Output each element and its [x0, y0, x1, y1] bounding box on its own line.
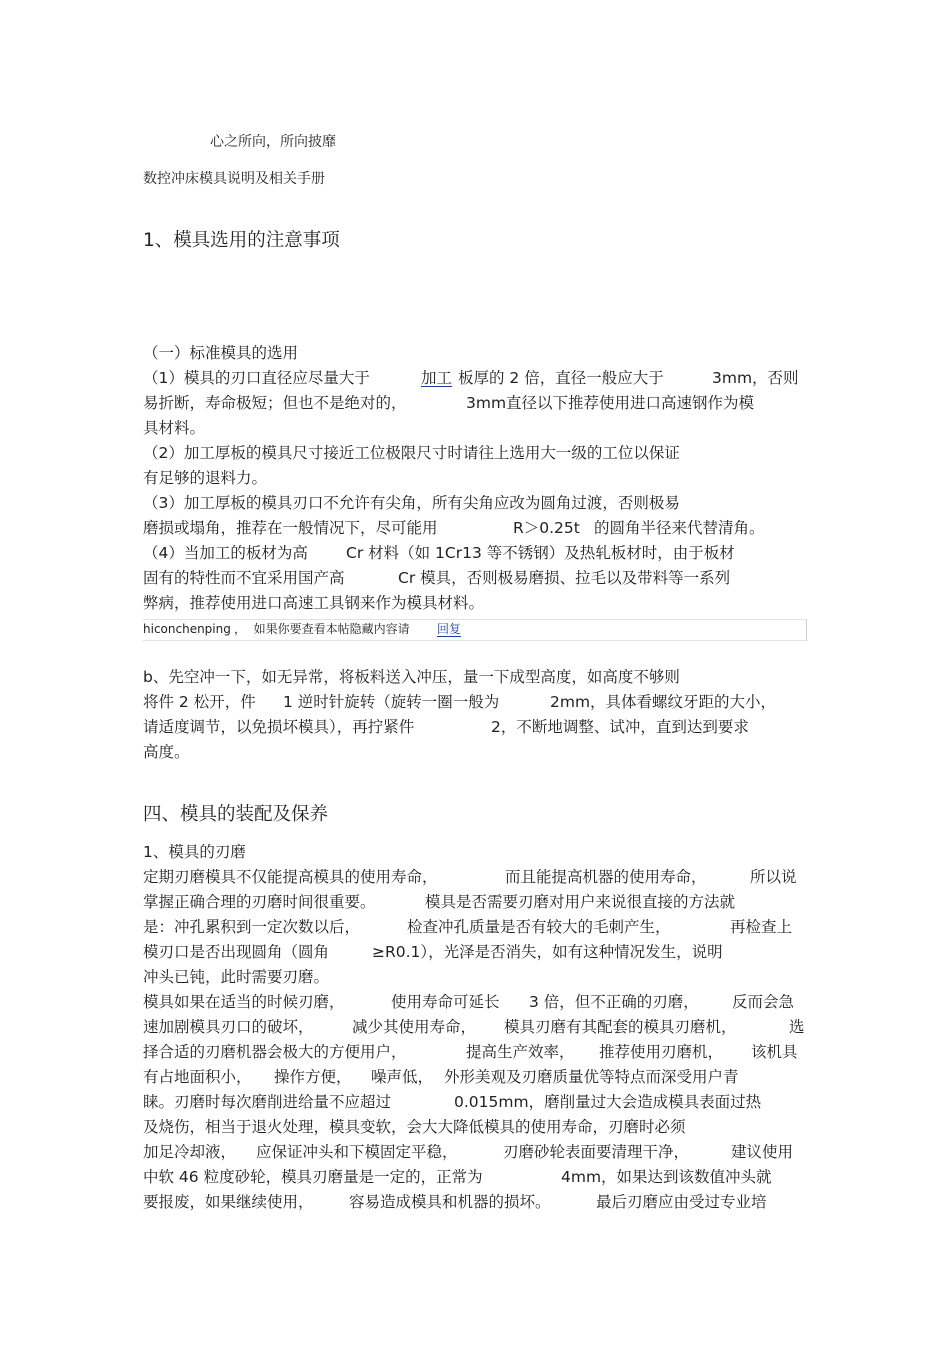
para1-line4-seg1: 模刃口是否出现圆角（圆角: [143, 943, 330, 961]
para2-line1-seg4: 反而会急: [732, 993, 795, 1011]
p3-line1: （3）加工厚板的模具刃口不允许有尖角，所有尖角应改为圆角过渡，否则极易: [143, 494, 680, 512]
motto: 心之所向，所向披靡: [210, 134, 336, 150]
forum-hidden-note: ， 如果你要查看本帖隐藏内容请: [234, 622, 410, 636]
para1-line1-seg3: 所以说: [750, 868, 797, 886]
para2-line2-seg2: 减少其使用寿命，: [352, 1018, 477, 1036]
para1-line4-seg2: ≥R0.1），光泽是否消失，如有这种情况发生，说明: [372, 943, 723, 961]
para2-line2-seg3: 模具刃磨有其配套的模具刃磨机，: [504, 1018, 737, 1036]
para2-line1-seg3: 3 倍，但不正确的刃磨，: [529, 993, 699, 1011]
para2-line7-seg2: 应保证冲头和下模固定平稳，: [256, 1143, 458, 1161]
para2-line7-seg4: 建议使用: [731, 1143, 794, 1161]
section-4-heading: 四、模具的装配及保养: [143, 804, 329, 825]
para1-line5: 冲头已钝，此时需要刃磨。: [143, 968, 330, 986]
para2-line5-seg2: 0.015mm，磨削量过大会造成模具表面过热: [454, 1093, 762, 1111]
processing-link[interactable]: 加工: [421, 369, 453, 387]
b-line2-c: 2mm，具体看螺纹牙距的大小，: [550, 693, 777, 711]
para2-line8-seg1: 中软 46 粒度砂轮，模具刃磨量是一定的，正常为: [143, 1168, 483, 1186]
para1-line3-seg3: 再检查上: [730, 918, 793, 936]
b-line3-a: 请适度调节，以免损坏模具），再拧紧件: [143, 718, 415, 736]
p1-line1-b: 板厚的 2 倍，直径一般应大于: [458, 369, 664, 387]
p4-line1-b: Cr 材料（如 1Cr13 等不锈钢）及热轧板材时，由于板材: [346, 544, 735, 562]
para1-line1-seg2: 而且能提高机器的使用寿命，: [505, 868, 707, 886]
standard-die-subheading: （一）标准模具的选用: [143, 344, 299, 362]
reply-link[interactable]: 回复: [437, 622, 462, 636]
para2-line3-seg3: 推荐使用刃磨机，: [599, 1043, 724, 1061]
para2-line3-seg1: 择合适的刃磨机器会极大的方便用户，: [143, 1043, 407, 1061]
b-line4: 高度。: [143, 743, 190, 761]
para1-line3-seg2: 检查冲孔质量是否有较大的毛刺产生，: [407, 918, 671, 936]
para1-line2-seg1: 掌握正确合理的刃磨时间很重要。: [143, 893, 376, 911]
para1-line2-seg2: 模具是否需要刃磨对用户来说很直接的方法就: [425, 893, 736, 911]
para2-line6: 及烧伤，相当于退火处理，模具变软，会大大降低模具的使用寿命，刃磨时必须: [143, 1118, 686, 1136]
para2-line5-seg1: 睐。刃磨时每次磨削进给量不应超过: [143, 1093, 392, 1111]
para2-line9-seg1: 要报废，如果继续使用，: [143, 1193, 314, 1211]
b-line1: b、先空冲一下，如无异常，将板料送入冲压，量一下成型高度，如高度不够则: [143, 668, 680, 686]
p1-line1-c: 3mm，否则: [712, 369, 799, 387]
para2-line4-seg4: 外形美观及刃磨质量优等特点而深受用户青: [444, 1068, 739, 1086]
para2-line7-seg3: 刃磨砂轮表面要清理干净，: [503, 1143, 690, 1161]
p4-line2-b: Cr 模具，否则极易磨损、拉毛以及带料等一系列: [398, 569, 731, 587]
section-1-heading: 1、模具选用的注意事项: [143, 230, 340, 251]
para2-line2-seg4: 选: [789, 1018, 805, 1036]
para2-line9-seg2: 容易造成模具和机器的损坏。: [349, 1193, 551, 1211]
forum-username: hiconchenping: [143, 622, 231, 636]
b-line2-a: 将件 2 松开，件: [143, 693, 256, 711]
para2-line1-seg1: 模具如果在适当的时候刃磨，: [143, 993, 345, 1011]
para2-line9-seg3: 最后刃磨应由受过专业培: [596, 1193, 767, 1211]
p3-line2-a: 磨损或塌角，推荐在一般情况下，尽可能用: [143, 519, 438, 537]
p4-line1-a: （4）当加工的板材为高: [143, 544, 308, 562]
para2-line4-seg1: 有占地面积小，: [143, 1068, 252, 1086]
para2-line3-seg2: 提高生产效率，: [466, 1043, 575, 1061]
b-line3-b: 2，不断地调整、试冲，直到达到要求: [491, 718, 749, 736]
p1-line2-a: 易折断，寿命极短；但也不是绝对的，: [143, 394, 407, 412]
para2-line3-seg4: 该机具: [751, 1043, 798, 1061]
p1-line1-a: （1）模具的刃口直径应尽量大于: [143, 369, 370, 387]
p1-line3: 具材料。: [143, 419, 206, 437]
grinding-subheading: 1、模具的刃磨: [143, 843, 246, 861]
p3-line2-b: R＞0.25t: [513, 519, 580, 537]
p3-line2-c: 的圆角半径来代替清角。: [594, 519, 765, 537]
para1-line1-seg1: 定期刃磨模具不仅能提高模具的使用寿命，: [143, 868, 438, 886]
para2-line7-seg1: 加足冷却液，: [143, 1143, 237, 1161]
para2-line4-seg3: 噪声低，: [371, 1068, 434, 1086]
doc-title: 数控冲床模具说明及相关手册: [143, 171, 325, 187]
p1-line2-b: 3mm直径以下推荐使用进口高速钢作为模: [466, 394, 755, 412]
para2-line8-seg2: 4mm，如果达到该数值冲头就: [561, 1168, 772, 1186]
p2-line2: 有足够的退料力。: [143, 469, 268, 487]
para1-line3-seg1: 是：冲孔累积到一定次数以后，: [143, 918, 361, 936]
b-line2-b: 1 逆时针旋转（旋转一圈一般为: [283, 693, 500, 711]
para2-line4-seg2: 操作方便，: [274, 1068, 352, 1086]
para2-line1-seg2: 使用寿命可延长: [391, 993, 500, 1011]
para2-line2-seg1: 速加剧模具刃口的破坏，: [143, 1018, 314, 1036]
p2-line1: （2）加工厚板的模具尺寸接近工位极限尺寸时请往上选用大一级的工位以保证: [143, 444, 680, 462]
p4-line2-a: 固有的特性而不宜采用国产高: [143, 569, 345, 587]
p4-line3: 弊病，推荐使用进口高速工具钢来作为模具材料。: [143, 594, 485, 612]
